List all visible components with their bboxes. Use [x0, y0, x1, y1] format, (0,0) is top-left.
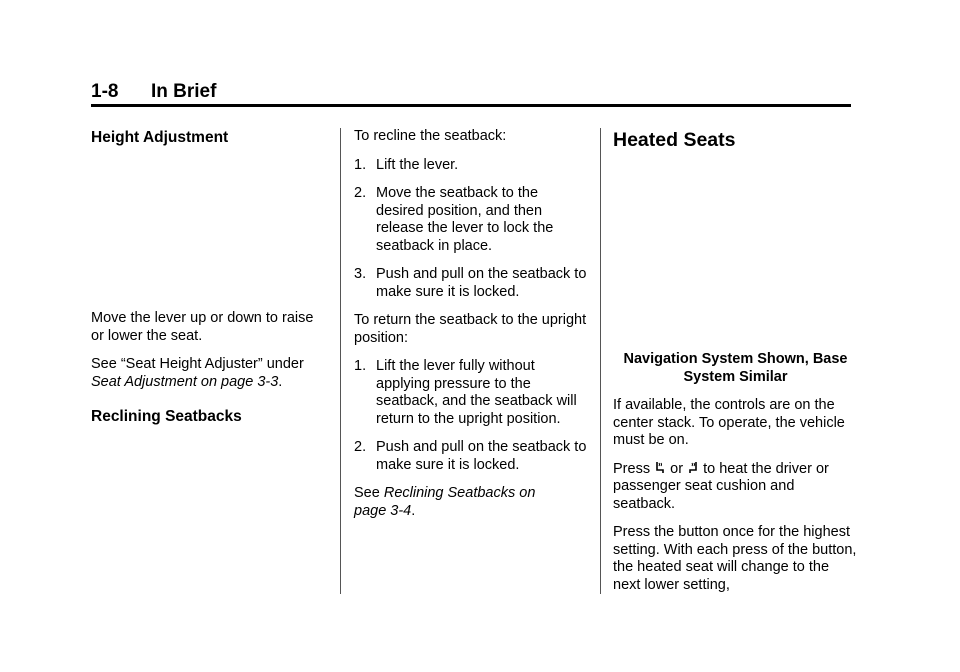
height-adjustment-see-reference	[91, 356, 326, 391]
seat-adjustment-link[interactable]: Seat Adjustment on page 3-3	[91, 373, 279, 390]
list-item	[354, 266, 589, 301]
step-text: Move the seatback to the desired position, and then release the lever to lock the seatback in place.	[376, 185, 554, 254]
recline-intro: To recline the seatback:	[354, 128, 507, 144]
see-label: See	[354, 485, 384, 501]
section-title: In Brief	[151, 81, 217, 102]
period: .	[411, 502, 416, 519]
list-item	[354, 358, 589, 428]
heated-seats-intro: If available, the controls are on the center stack. To operate, the vehicle must be on.	[613, 397, 845, 448]
see-under: under	[262, 356, 304, 372]
see-quote: “Seat Height Adjuster”	[120, 356, 263, 372]
recline-steps	[354, 157, 589, 302]
list-item	[354, 157, 589, 175]
reclining-seatbacks-heading: Reclining Seatbacks	[91, 408, 242, 425]
step-text: Lift the lever.	[376, 156, 459, 173]
height-adjustment-text: Move the lever up or down to raise or lower the seat.	[91, 310, 314, 344]
heated-seats-settings-text: Press the button once for the highest setting. With each press of the button, the heated seat will change to the next lower setting,	[613, 524, 857, 593]
illustration-space	[613, 152, 858, 351]
return-intro: To return the seatback to the upright position:	[354, 312, 587, 346]
press-label: Press	[613, 460, 651, 477]
or-label: or	[670, 460, 684, 477]
column-3	[613, 128, 858, 605]
step-number: 1.	[354, 156, 367, 173]
period: .	[278, 373, 283, 390]
see-label: See	[91, 356, 121, 372]
step-text: Push and pull on the seatback to make sure it is locked.	[376, 266, 587, 300]
heated-seats-press-instruction	[613, 461, 858, 514]
step-number: 1.	[354, 358, 367, 374]
page-header	[91, 80, 851, 108]
list-item	[354, 185, 589, 255]
step-number: 2.	[354, 439, 367, 455]
reclining-seatbacks-link-page[interactable]: page 3-4	[354, 502, 412, 519]
heated-seats-heading: Heated Seats	[613, 129, 736, 151]
column-2	[354, 128, 589, 531]
step-number: 3.	[354, 266, 367, 282]
passenger-heated-seat-icon	[688, 461, 698, 474]
column-divider	[340, 128, 341, 594]
step-text: Push and pull on the seatback to make sure it is locked.	[376, 439, 587, 473]
height-adjustment-heading: Height Adjustment	[91, 129, 229, 146]
column-1	[91, 128, 326, 427]
page-number: 1-8	[91, 81, 119, 102]
reclining-see-reference	[354, 485, 589, 520]
illustration-space	[91, 148, 326, 310]
header-rule	[91, 104, 851, 107]
figure-caption: Navigation System Shown, Base System Similar	[623, 351, 848, 385]
step-text: Lift the lever fully without applying pressure to the seatback, and the seatback will return to the upright position.	[376, 358, 577, 427]
driver-heated-seat-icon	[655, 461, 665, 474]
return-steps	[354, 358, 589, 474]
list-item	[354, 439, 589, 474]
press-rest: to heat the driver or passenger seat cushion and seatback.	[613, 460, 829, 512]
step-number: 2.	[354, 185, 367, 201]
column-divider	[600, 128, 601, 594]
reclining-seatbacks-link[interactable]: Reclining Seatbacks on	[383, 485, 536, 501]
